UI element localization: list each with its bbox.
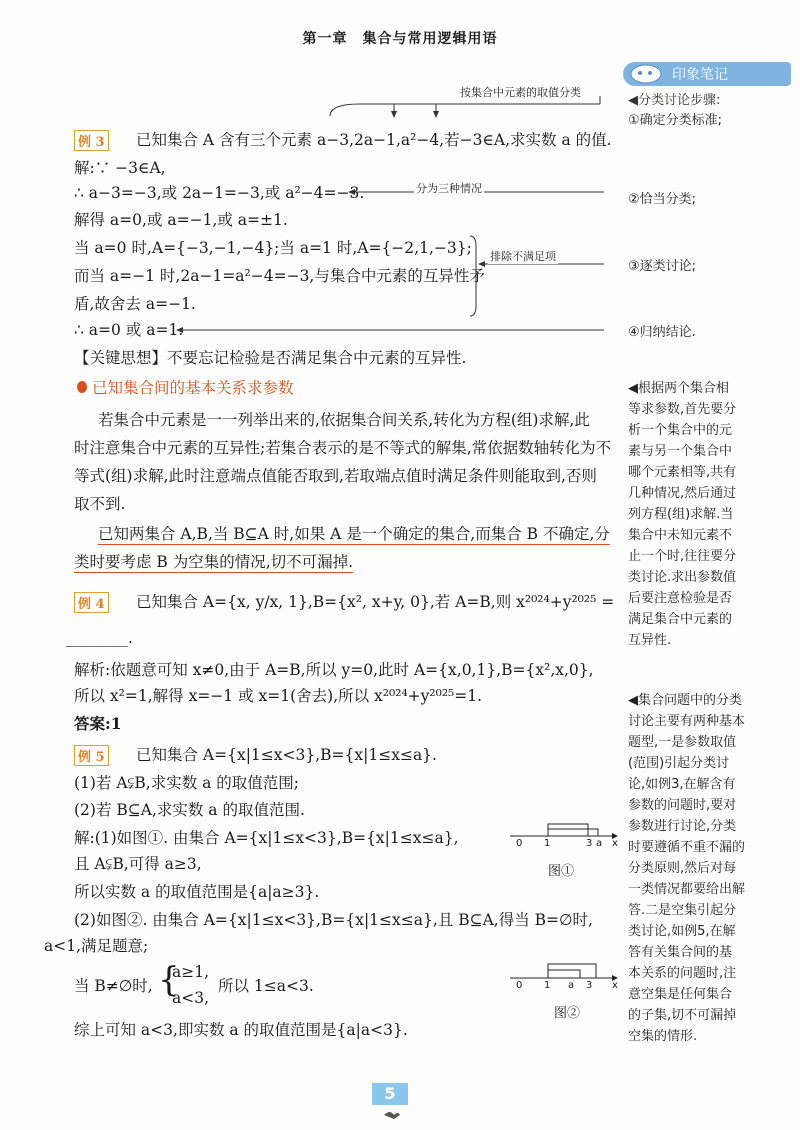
section-paragraph: 取不到.	[74, 495, 126, 513]
ex4-question: 已知集合 A={x, y/x, 1},B={x², x+y, 0},若 A=B,则 x²⁰²⁴+y²⁰²⁵ =	[136, 593, 615, 611]
note2-line: 析一个集合中的元	[628, 423, 733, 438]
annotation-exclude: 排除不满足项	[490, 250, 556, 263]
leaf-icon	[76, 378, 88, 392]
note2-line: ◀根据两个集合相	[628, 381, 729, 396]
ex3-step: 当 a=0 时,A={−3,−1,−4};当 a=1 时,A={−2,1,−3};	[74, 239, 472, 257]
note2-line: 几种情况,然后通过	[628, 486, 737, 501]
annotation-three-cases: 分为三种情况	[416, 182, 482, 195]
example-3-label: 例 3	[74, 130, 109, 151]
ex4-solution: 所以 x²=1,解得 x=−1 或 x=1(舍去),所以 x²⁰²⁴+y²⁰²⁵=1.	[74, 687, 483, 705]
ex5-case: 当 B≠∅时,	[74, 977, 153, 995]
note2-line: 等求参数,首先要分	[628, 402, 737, 417]
number-line-1	[508, 818, 620, 858]
tick-label: x	[612, 838, 618, 849]
note3-line: 参数进行讨论,分类	[628, 819, 737, 834]
figure-2-caption: 图②	[554, 1006, 581, 1021]
example-5-label: 例 5	[74, 745, 109, 766]
page-number: 5	[372, 1083, 408, 1105]
ex5-conclusion: 综上可知 a<3,即实数 a 的取值范围是{a|a<3}.	[74, 1021, 408, 1039]
tick-label: 1	[544, 980, 551, 991]
ex5-solution: (2)如图②. 由集合 A={x|1≤x<3},B={x|1≤x≤a},且 B⊆A,得当 B=∅时,	[74, 911, 593, 929]
section-paragraph: 若集合中元素是一一列举出来的,依据集合间关系,转化为方程(组)求解,此	[98, 411, 590, 429]
note3-line: 时要遵循不重不漏的	[628, 840, 746, 855]
steps-title: ◀分类讨论步骤:	[628, 93, 721, 108]
tick-label: 1	[544, 838, 551, 849]
note3-line: 参数的问题时,要对	[628, 798, 737, 813]
ex5-solution: a<1,满足题意;	[44, 937, 149, 955]
tick-label: a	[568, 980, 575, 991]
ex4-blank: ________.	[66, 629, 133, 647]
note3-line: ◀集合问题中的分类	[628, 693, 742, 708]
note3-line: 答.二是空集引起分	[628, 903, 737, 918]
note2-line: 止一个时,往往要分	[628, 549, 737, 564]
note2-line: 后要注意检验是否	[628, 591, 733, 606]
bird-icon	[382, 1106, 402, 1125]
note3-line: 一类情况都要给出解	[628, 882, 746, 897]
section-paragraph: 时注意集合中元素的互异性;若集合表示的是不等式的解集,常依据数轴转化为不	[74, 439, 612, 457]
ex5-case-result: 所以 1≤a<3.	[218, 977, 314, 995]
ex3-conclusion: ∴ a=0 或 a=1.	[74, 321, 184, 339]
note2-line: 素与另一个集合中	[628, 444, 733, 459]
note2-line: 哪个元素相等,共有	[628, 465, 737, 480]
note3-line: 分类原则,然后对每	[628, 861, 737, 876]
tick-label: x	[612, 980, 618, 991]
section-paragraph: 等式(组)求解,此时注意端点值能否取到,若取端点值时满足条件则能取到,否则	[74, 467, 597, 485]
ex3-step: 解得 a=0,或 a=−1,或 a=±1.	[74, 211, 288, 229]
note3-line: 的子集,切不可漏掉	[628, 1008, 737, 1023]
figure-1-caption: 图①	[548, 864, 575, 879]
note3-line: 题型,一是参数取值	[628, 735, 737, 750]
note2-line: 列方程(组)求解.当	[628, 507, 734, 522]
ex5-part: (2)若 B⊆A,求实数 a 的取值范围.	[74, 801, 305, 819]
tick-label: 0	[516, 980, 523, 991]
key-idea: 【关键思想】不要忘记检验是否满足集合中元素的互异性.	[74, 349, 467, 367]
ex5-case-cond: a≥1,	[172, 963, 210, 981]
ex5-part: (1)若 A⫋B,求实数 a 的取值范围;	[74, 774, 300, 792]
number-line-2	[508, 956, 620, 996]
note3-line: 意空集是任何集合	[628, 987, 733, 1002]
example-4-label: 例 4	[74, 592, 109, 613]
ex5-solution: 解:(1)如图①. 由集合 A={x|1≤x<3},B={x|1≤x≤a},	[74, 829, 459, 847]
tick-label: 3	[586, 980, 593, 991]
step-1: ①确定分类标准;	[628, 113, 723, 128]
section-highlight: 已知两集合 A,B,当 B⊆A 时,如果 A 是一个确定的集合,而集合 B 不确定,分	[98, 525, 610, 543]
chapter-header: 第一章 集合与常用逻辑用语	[302, 31, 498, 47]
note3-line: (范围)引起分类讨	[628, 756, 730, 771]
note3-line: 讨论主要有两种基本	[628, 714, 746, 729]
step-3: ③逐类讨论;	[628, 259, 697, 274]
tick-label: 3	[586, 838, 593, 849]
note2-line: 互异性.	[628, 633, 672, 648]
note2-line: 集合中未知元素不	[628, 528, 733, 543]
note3-line: 论,如例3,在解含有	[628, 777, 736, 792]
note3-line: 本关系的问题时,注	[628, 966, 737, 981]
section-title: 已知集合间的基本关系求参数	[92, 379, 294, 397]
note2-line: 类讨论.求出参数值	[628, 570, 737, 585]
section-highlight: 类时要考虑 B 为空集的情况,切不可漏掉.	[74, 553, 354, 571]
note3-line: 空集的情形.	[628, 1029, 698, 1044]
note3-line: 类讨论,如例5,在解	[628, 924, 736, 939]
ex4-answer: 答案:1	[74, 714, 122, 733]
ex3-step: ∴ a−3=−3,或 2a−1=−3,或 a²−4=−3.	[74, 184, 365, 202]
note3-line: 答有关集合间的基	[628, 945, 733, 960]
ex5-solution: 且 A⫋B,可得 a≥3,	[74, 855, 202, 873]
ex3-step: 而当 a=−1 时,2a−1=a²−4=−3,与集合中元素的互异性矛	[74, 267, 485, 285]
step-4: ④归纳结论.	[628, 325, 696, 340]
ex3-step: 盾,故舍去 a=−1.	[74, 295, 196, 313]
annotation-classify: 按集合中元素的取值分类	[460, 86, 581, 99]
ex3-step: 解:∵ −3∈A,	[74, 159, 166, 177]
step-2: ②恰当分类;	[628, 192, 697, 207]
ex3-question: 已知集合 A 含有三个元素 a−3,2a−1,a²−4,若−3∈A,求实数 a 的值.	[136, 131, 612, 149]
ex4-solution: 解析:依题意可知 x≠0,由于 A=B,所以 y=0,此时 A={x,0,1},B={x²,x,0},	[74, 661, 594, 679]
tick-label: a	[596, 838, 603, 849]
ex5-question: 已知集合 A={x|1≤x<3},B={x|1≤x≤a}.	[136, 746, 437, 764]
ex5-solution: 所以实数 a 的取值范围是{a|a≥3}.	[74, 883, 320, 901]
sidebar-title: 印象笔记	[672, 67, 728, 83]
note2-line: 满足集合中元素的	[628, 612, 733, 627]
ex5-case-cond: a<3,	[172, 989, 210, 1007]
brace: {	[158, 960, 180, 1000]
tick-label: 0	[516, 838, 523, 849]
